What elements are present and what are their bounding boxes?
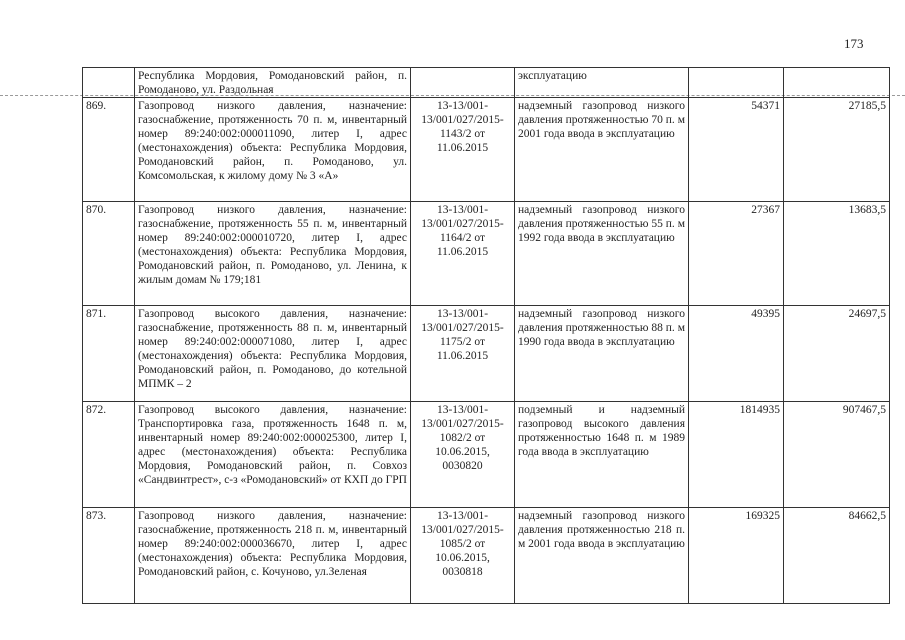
object-description: Республика Мордовия, Ромодановский район, п. Ромоданово, ул. Раздольная: [135, 68, 411, 98]
registration-record: 13-13/001- 13/001/027/2015- 1164/2 от 11.06.2015: [411, 202, 515, 306]
table-row: [83, 202, 890, 306]
value-column-2: 24697,5: [784, 306, 890, 402]
row-number: 869.: [83, 98, 135, 202]
property-registry-table: [82, 67, 890, 604]
value-column-2: 84662,5: [784, 508, 890, 604]
object-description: Газопровод низкого давления, назначение: газоснабжение, протяженность 70 п. м, инвентарный номер 89:240:002:000011090, литер I, адрес (местонахождения) объекта: Республика Мордовия, Ромодановский район, п. Ромоданово, ул. Комсомольская, к жилому дому № 3 «А»: [135, 98, 411, 202]
registration-record: 13-13/001- 13/001/027/2015- 1082/2 от 10.06.2015, 0030820: [411, 402, 515, 508]
object-characteristics: надземный газопровод низкого давления протяженностью 55 п. м 1992 года ввода в эксплуатацию: [515, 202, 689, 306]
object-characteristics: надземный газопровод низкого давления протяженностью 88 п. м 1990 года ввода в эксплуатацию: [515, 306, 689, 402]
value-column-1: 1814935: [689, 402, 784, 508]
value-column-1: 54371: [689, 98, 784, 202]
value-column-2: 907467,5: [784, 402, 890, 508]
page-number: 173: [844, 36, 864, 51]
registration-record: 13-13/001- 13/001/027/2015- 1175/2 от 11.06.2015: [411, 306, 515, 402]
object-description: Газопровод низкого давления, назначение: газоснабжение, протяженность 218 п. м, инвентарный номер 89:240:002:000036670, литер I, адрес (местонахождения) объекта: Республика Мордовия, Ромодановский район, с. Кочуново, ул.Зеленая: [135, 508, 411, 604]
value-column-1: [689, 68, 784, 98]
object-description: Газопровод низкого давления, назначение: газоснабжение, протяженность 55 п. м, инвентарный номер 89:240:002:000010720, литер I, адрес (местонахождения) объекта: Республика Мордовия, Ромодановский район, п. Ромоданово, ул. Ленина, к жилым домам № 179;181: [135, 202, 411, 306]
value-column-1: 49395: [689, 306, 784, 402]
table-row: [83, 508, 890, 604]
object-characteristics: эксплуатацию: [515, 68, 689, 98]
row-number: 873.: [83, 508, 135, 604]
object-characteristics: подземный и надземный газопровод высокого давления протяженностью 1648 п. м 1989 года ввода в эксплуатацию: [515, 402, 689, 508]
value-column-1: 27367: [689, 202, 784, 306]
table-row: [83, 98, 890, 202]
registration-record: 13-13/001- 13/001/027/2015- 1085/2 от 10.06.2015, 0030818: [411, 508, 515, 604]
value-column-2: 27185,5: [784, 98, 890, 202]
value-column-2: 13683,5: [784, 202, 890, 306]
row-number: 870.: [83, 202, 135, 306]
registration-record: 13-13/001- 13/001/027/2015- 1143/2 от 11.06.2015: [411, 98, 515, 202]
object-description: Газопровод высокого давления, назначение: газоснабжение, протяженность 88 п. м, инвентарный номер 89:240:002:000071080, литер I, адрес (местонахождения) объекта: Республика Мордовия, Ромодановский район, п. Ромоданово, до котельной МПМК – 2: [135, 306, 411, 402]
table-row: [83, 306, 890, 402]
row-number: [83, 68, 135, 98]
value-column-2: [784, 68, 890, 98]
table-row: [83, 402, 890, 508]
object-characteristics: надземный газопровод низкого давления протяженностью 218 п. м 2001 года ввода в эксплуатацию: [515, 508, 689, 604]
value-column-1: 169325: [689, 508, 784, 604]
row-number: 872.: [83, 402, 135, 508]
object-characteristics: надземный газопровод низкого давления протяженностью 70 п. м 2001 года ввода в эксплуатацию: [515, 98, 689, 202]
registration-record: [411, 68, 515, 98]
object-description: Газопровод высокого давления, назначение: Транспортировка газа, протяженность 1648 п. м, инвентарный номер 89:240:002:000025300, литер I, адрес (местонахождения) объекта: Республика Мордовия, Ромодановский район, п. Совхоз «Сандвинтрест», с-з «Ромодановский» от КХП до ГРП: [135, 402, 411, 508]
row-number: 871.: [83, 306, 135, 402]
table-row: [83, 68, 890, 98]
